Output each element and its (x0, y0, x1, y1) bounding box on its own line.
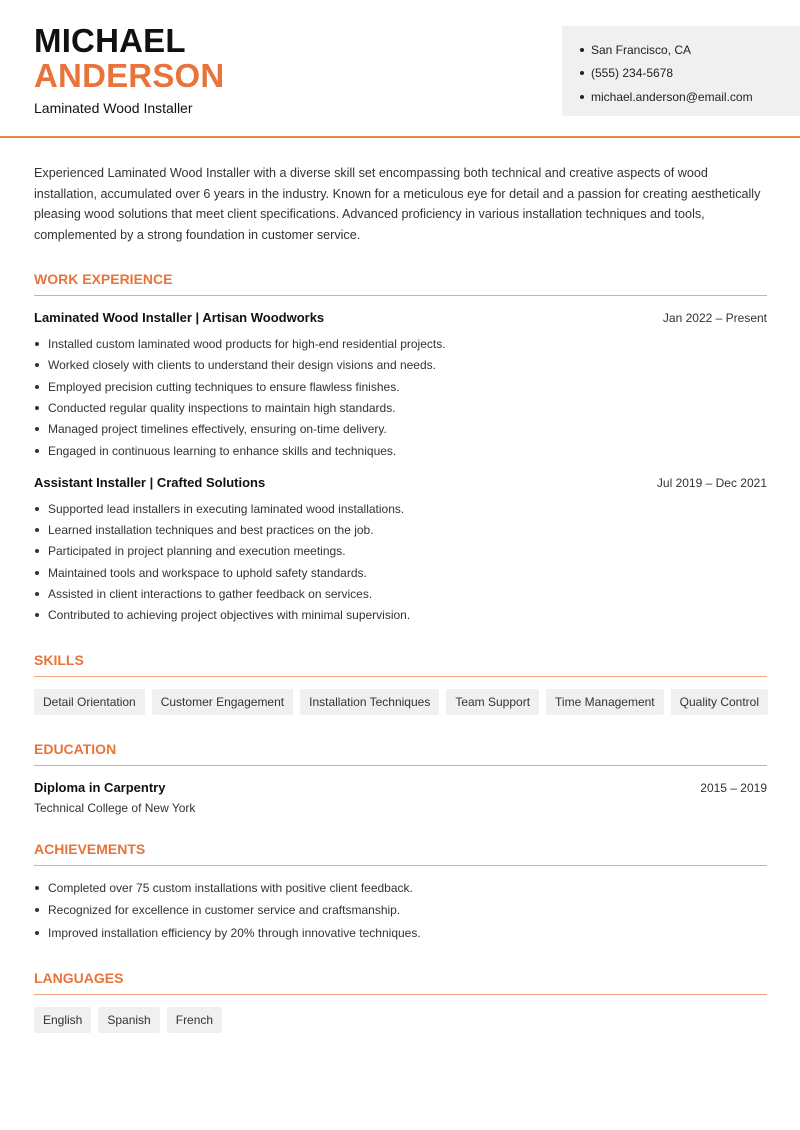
skill-chip: Installation Techniques (300, 689, 439, 715)
language-chip: French (167, 1007, 222, 1033)
resume-body (34, 163, 767, 1033)
list-item: Recognized for excellence in customer service and craftsmanship. (34, 899, 767, 921)
job-entry-title: Laminated Wood Installer | Artisan Woodworks (34, 310, 325, 326)
job-bullets (34, 333, 767, 461)
list-item: Worked closely with clients to understand their design visions and needs. (34, 355, 767, 376)
education-school: Technical College of New York (34, 800, 196, 815)
job-title: Laminated Wood Installer (34, 100, 193, 116)
section-title-skills: SKILLS (34, 652, 767, 677)
contact-email-text: michael.anderson@email.com (591, 89, 753, 104)
education-date: 2015 – 2019 (700, 780, 767, 795)
skill-chip: Time Management (546, 689, 664, 715)
contact-location-text: San Francisco, CA (591, 42, 692, 57)
contact-phone-text: (555) 234-5678 (591, 66, 674, 81)
job-bullets (34, 498, 767, 626)
resume-header (0, 0, 800, 138)
achievements-list (34, 877, 767, 944)
list-item: Participated in project planning and execution meetings. (34, 541, 767, 562)
skills-list (34, 689, 767, 715)
list-item: Supported lead installers in executing laminated wood installations. (34, 498, 767, 519)
contact-phone (580, 62, 800, 86)
bullet-icon (580, 48, 584, 52)
job-entry-title: Assistant Installer | Crafted Solutions (34, 475, 266, 491)
section-title-languages: LANGUAGES (34, 970, 767, 995)
skill-chip: Team Support (446, 689, 539, 715)
language-chip: Spanish (98, 1007, 159, 1033)
section-title-achievements: ACHIEVEMENTS (34, 841, 767, 866)
list-item: Improved installation efficiency by 20% through innovative techniques. (34, 922, 767, 944)
section-title-work: WORK EXPERIENCE (34, 271, 767, 296)
section-title-education: EDUCATION (34, 741, 767, 766)
skill-chip: Quality Control (671, 689, 768, 715)
job-entry (34, 475, 767, 626)
job-entry (34, 310, 767, 461)
list-item: Installed custom laminated wood products for high-end residential projects. (34, 333, 767, 354)
list-item: Learned installation techniques and best practices on the job. (34, 519, 767, 540)
list-item: Employed precision cutting techniques to ensure flawless finishes. (34, 376, 767, 397)
education-entry (34, 780, 767, 815)
language-chip: English (34, 1007, 91, 1033)
list-item: Assisted in client interactions to gather feedback on services. (34, 583, 767, 604)
contact-email (580, 85, 800, 109)
bullet-icon (580, 95, 584, 99)
contact-box (562, 26, 800, 116)
list-item: Contributed to achieving project objectives with minimal supervision. (34, 605, 767, 626)
summary: Experienced Laminated Wood Installer with a diverse skill set encompassing both technical and creative aspects of wood installation, accumulated over 6 years in the industry. Known for a meticulous eye for detail and a passion for creating aesthetically pleasing wood solutions that meet client specifications. Advanced proficiency in various installation techniques and tools, complemented by a strong foundation in customer service. (34, 166, 761, 242)
skill-chip: Customer Engagement (152, 689, 293, 715)
education-degree: Diploma in Carpentry (34, 779, 166, 795)
list-item: Maintained tools and workspace to uphold safety standards. (34, 562, 767, 583)
skill-chip: Detail Orientation (34, 689, 145, 715)
list-item: Managed project timelines effectively, ensuring on-time delivery. (34, 419, 767, 440)
candidate-name (34, 24, 224, 92)
bullet-icon (580, 71, 584, 75)
languages-list (34, 1007, 767, 1033)
job-entry-date: Jul 2019 – Dec 2021 (656, 476, 767, 491)
list-item: Conducted regular quality inspections to maintain high standards. (34, 397, 767, 418)
last-name: ANDERSON (34, 57, 225, 94)
contact-location (580, 38, 800, 62)
list-item: Engaged in continuous learning to enhance skills and techniques. (34, 440, 767, 461)
job-entry-date: Jan 2022 – Present (662, 311, 767, 326)
list-item: Completed over 75 custom installations with positive client feedback. (34, 877, 767, 899)
first-name: MICHAEL (34, 22, 186, 59)
